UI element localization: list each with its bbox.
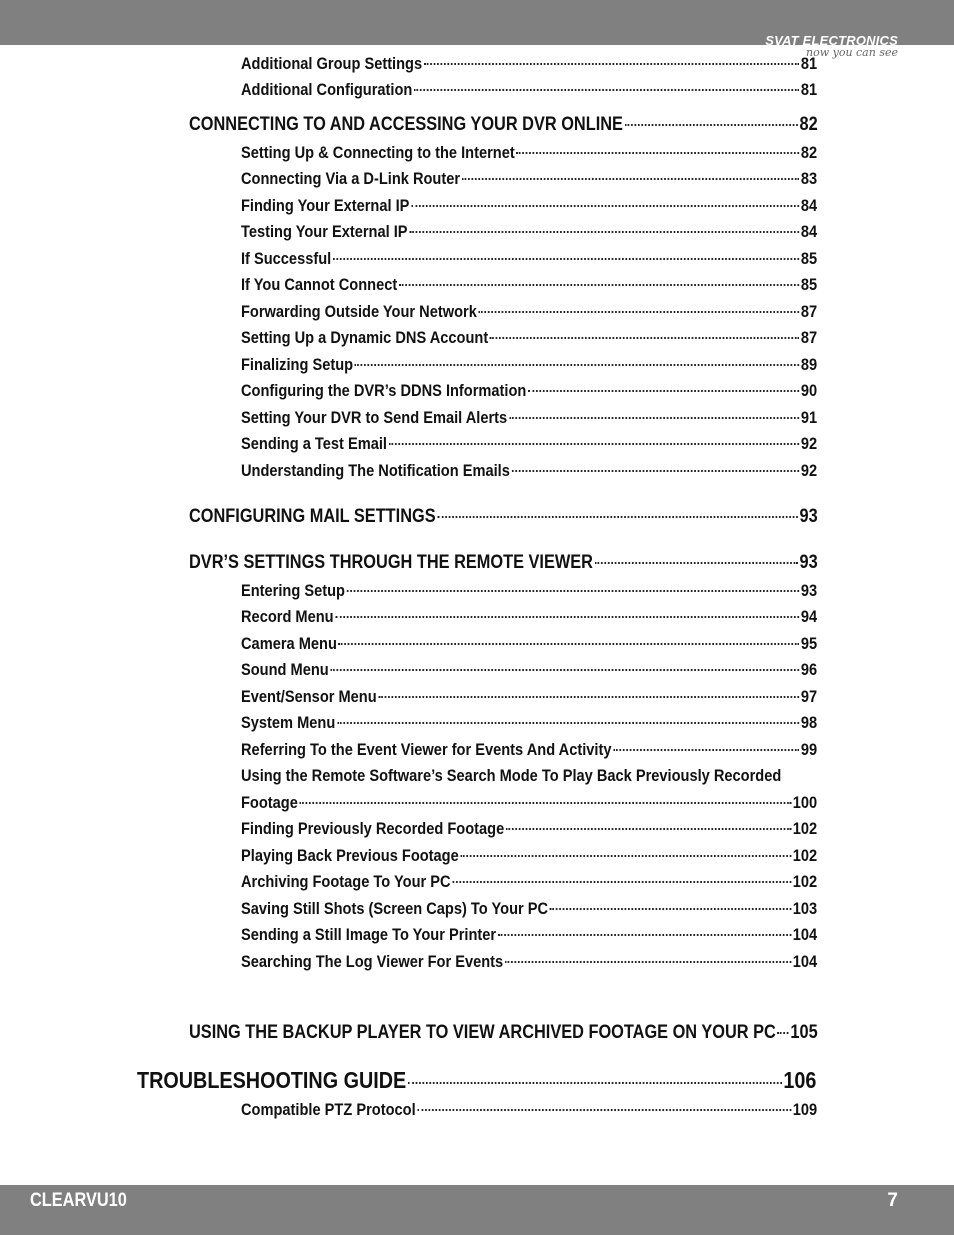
toc-entry[interactable]: Camera Menu 95: [241, 634, 818, 653]
toc-entry[interactable]: Footage 100: [241, 793, 818, 812]
toc-entry[interactable]: Searching The Log Viewer For Events 104: [241, 952, 818, 971]
toc-entry[interactable]: Finalizing Setup 89: [241, 355, 818, 374]
toc-entry[interactable]: Setting Up & Connecting to the Internet 82: [241, 143, 818, 162]
toc-section[interactable]: CONNECTING TO AND ACCESSING YOUR DVR ONLINE 82: [189, 114, 818, 135]
toc-section[interactable]: CONFIGURING MAIL SETTINGS 93: [189, 506, 818, 527]
toc-entry-wrapped-line[interactable]: Using the Remote Software’s Search Mode To Play Back Previously Recorded: [241, 766, 782, 785]
toc-entry[interactable]: Sound Menu 96: [241, 660, 818, 679]
toc-entry[interactable]: Event/Sensor Menu 97: [241, 687, 818, 706]
toc-entry[interactable]: Referring To the Event Viewer for Events And Activity 99: [241, 740, 818, 759]
toc-entry[interactable]: Forwarding Outside Your Network 87: [241, 302, 818, 321]
toc-entry[interactable]: Sending a Test Email 92: [241, 434, 818, 453]
toc-entry[interactable]: Sending a Still Image To Your Printer 104: [241, 925, 818, 944]
toc-section[interactable]: DVR’S SETTINGS THROUGH THE REMOTE VIEWER 93: [189, 552, 818, 573]
brand-tagline: now you can see: [805, 46, 898, 59]
toc-entry[interactable]: Additional Configuration 81: [241, 80, 818, 99]
toc-entry[interactable]: Connecting Via a D-Link Router 83: [241, 169, 818, 188]
toc-chapter[interactable]: TROUBLESHOOTING GUIDE 106: [137, 1067, 817, 1093]
toc-entry[interactable]: Configuring the DVR’s DDNS Information 90: [241, 381, 818, 400]
toc-entry[interactable]: Additional Group Settings 81: [241, 54, 818, 73]
toc-entry[interactable]: Testing Your External IP 84: [241, 222, 818, 241]
toc-entry[interactable]: Entering Setup 93: [241, 581, 818, 600]
page-number: 7: [887, 1190, 898, 1211]
toc-entry[interactable]: Archiving Footage To Your PC 102: [241, 872, 818, 891]
toc-entry[interactable]: Setting Up a Dynamic DNS Account 87: [241, 328, 818, 347]
toc-entry[interactable]: Playing Back Previous Footage 102: [241, 846, 818, 865]
toc-entry[interactable]: If Successful 85: [241, 249, 818, 268]
footer-bar: [0, 1185, 954, 1235]
brand-name: SVAT ELECTRONICS: [765, 33, 898, 48]
toc-entry[interactable]: Compatible PTZ Protocol 109: [241, 1100, 818, 1119]
toc-entry[interactable]: Finding Previously Recorded Footage 102: [241, 819, 818, 838]
toc-entry[interactable]: Record Menu 94: [241, 607, 818, 626]
toc-entry[interactable]: Finding Your External IP 84: [241, 196, 818, 215]
model-name: CLEARVU10: [30, 1190, 127, 1211]
toc-entry[interactable]: Saving Still Shots (Screen Caps) To Your PC 103: [241, 899, 818, 918]
toc-section[interactable]: USING THE BACKUP PLAYER TO VIEW ARCHIVED FOOTAGE ON YOUR PC 105: [189, 1022, 818, 1043]
toc-entry[interactable]: Understanding The Notification Emails 92: [241, 461, 818, 480]
toc-entry[interactable]: System Menu 98: [241, 713, 818, 732]
toc-entry[interactable]: If You Cannot Connect 85: [241, 275, 818, 294]
toc-entry[interactable]: Setting Your DVR to Send Email Alerts 91: [241, 408, 818, 427]
